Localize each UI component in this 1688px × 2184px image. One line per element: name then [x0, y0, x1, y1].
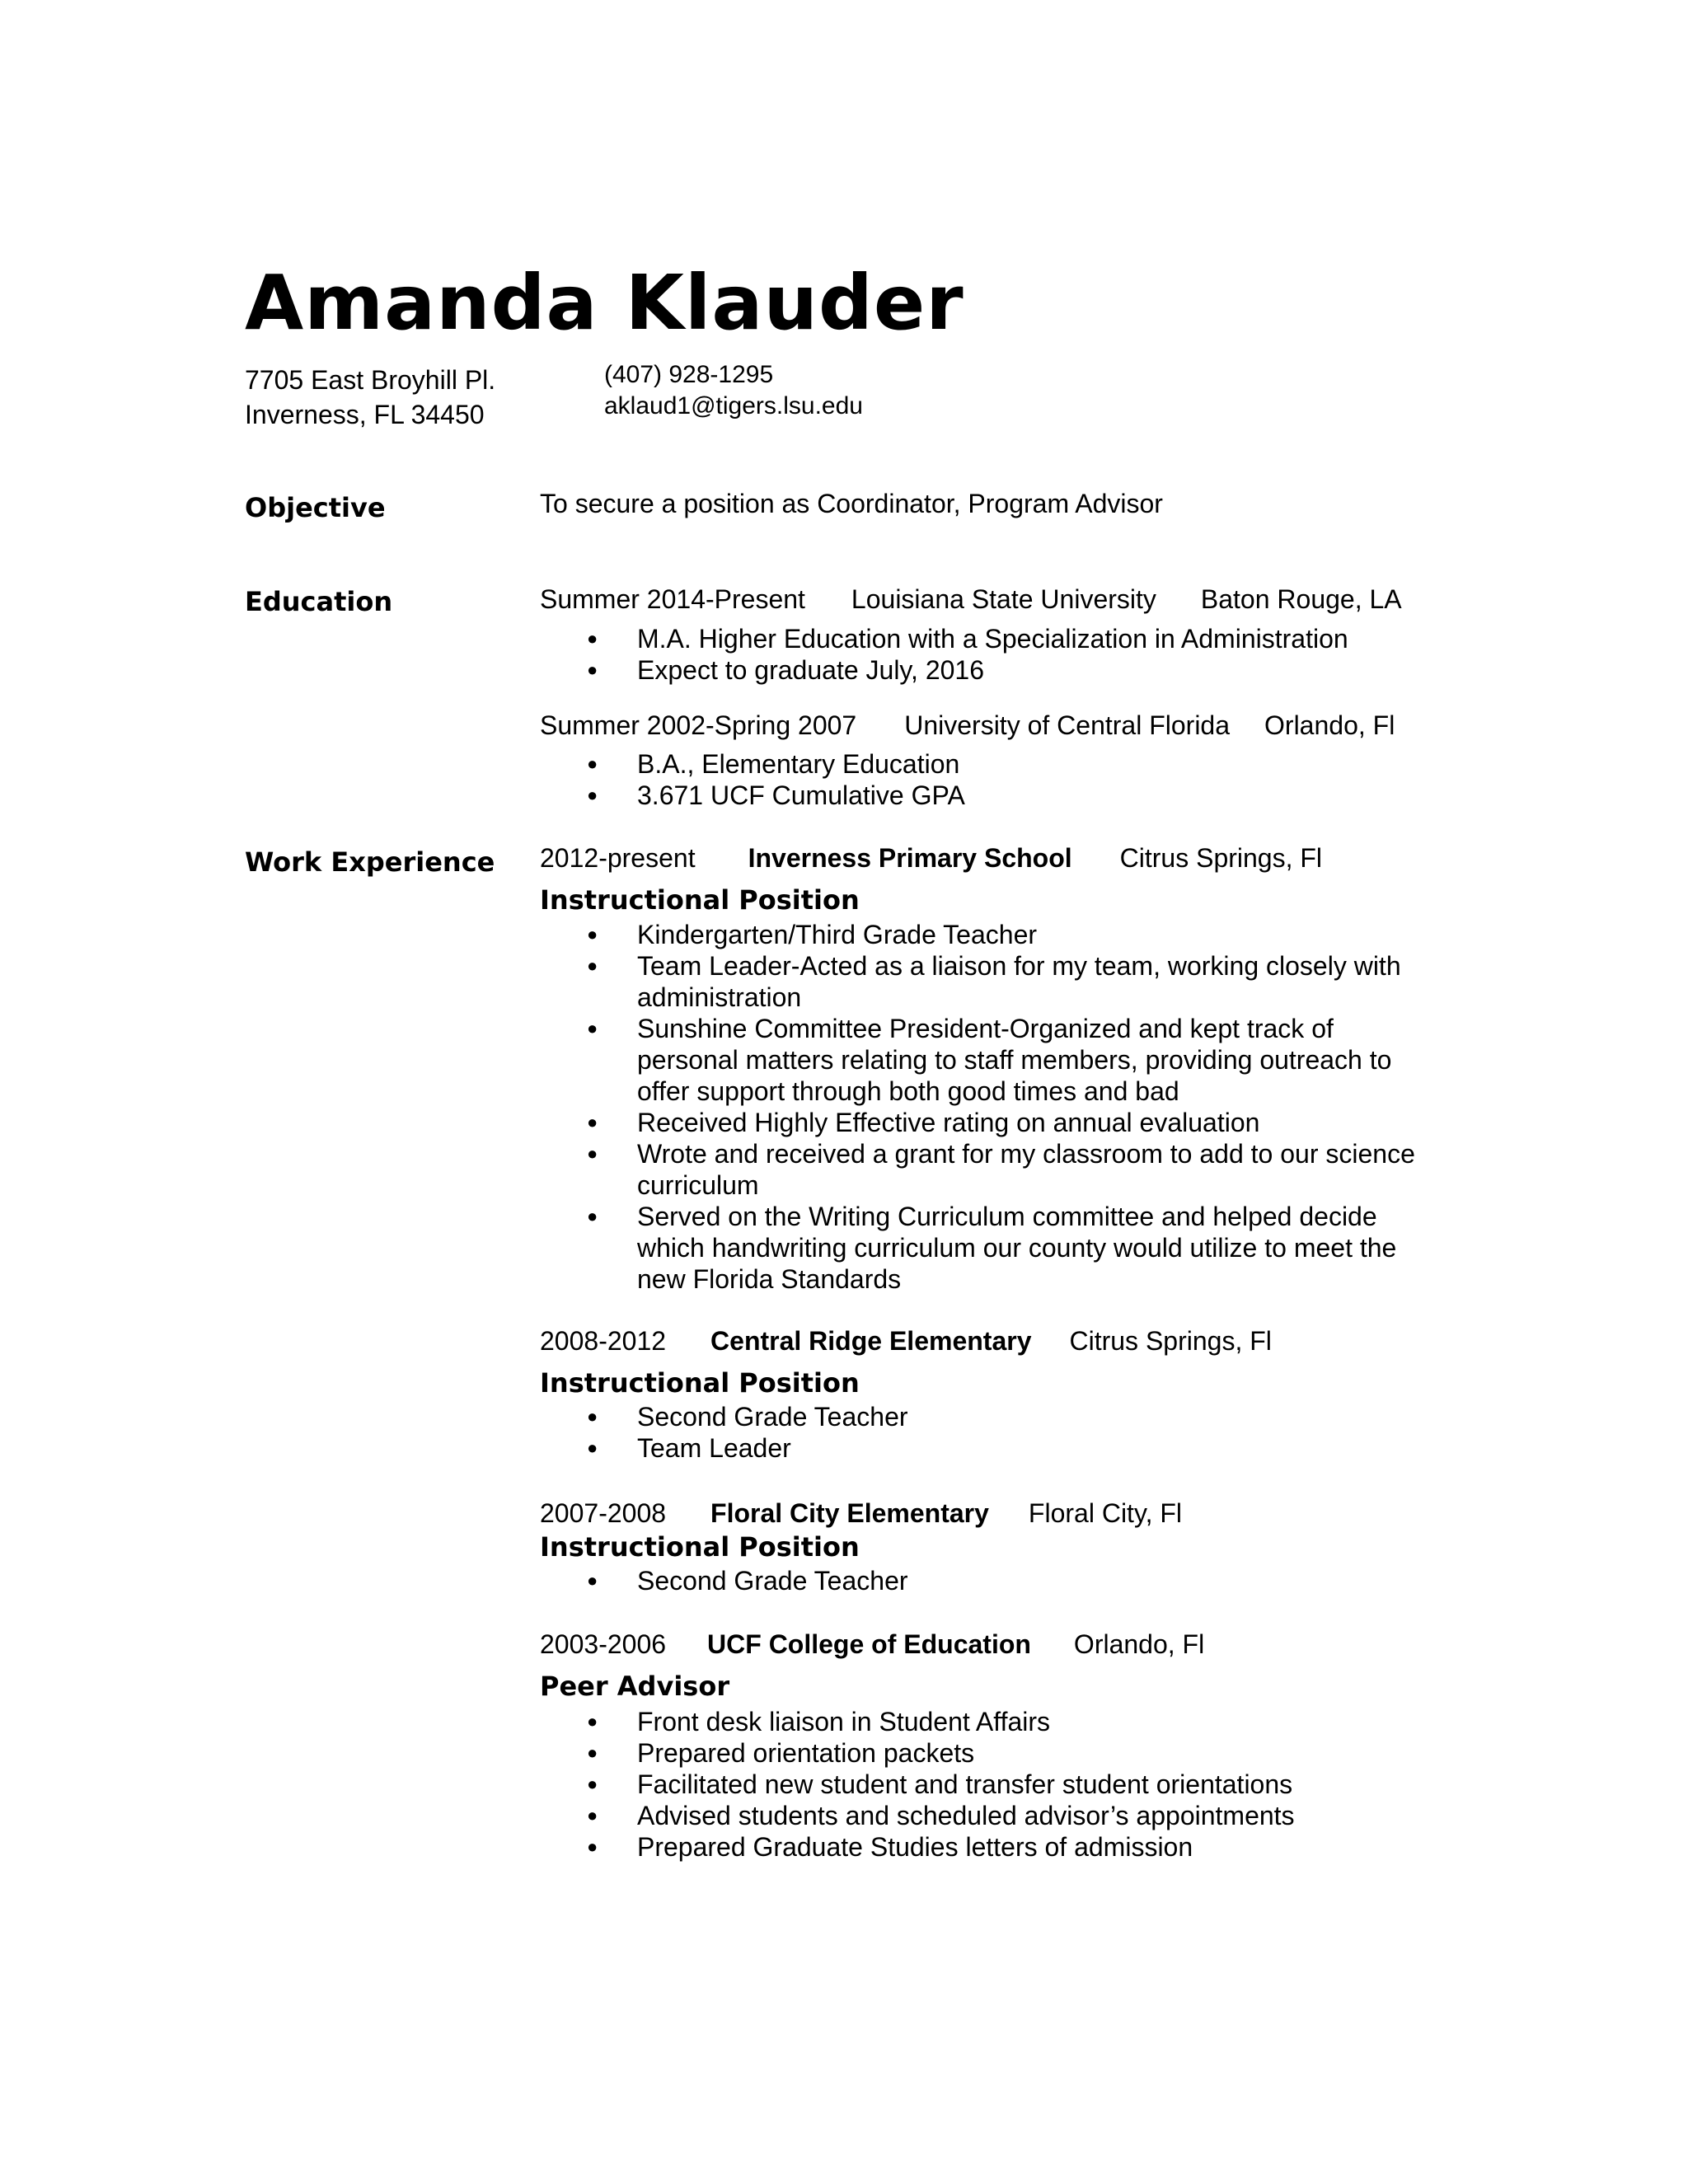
phone-number: (407) 928-1295: [604, 361, 774, 388]
job-employer: Inverness Primary School: [748, 843, 1072, 873]
job-dates: 2008-2012: [540, 1326, 667, 1356]
applicant-name: Amanda Klauder: [245, 259, 964, 347]
job-location: Citrus Springs, Fl: [1119, 843, 1323, 873]
job-employer: Floral City Elementary: [710, 1498, 989, 1528]
list-item: ● 3.671 UCF Cumulative GPA: [540, 780, 1438, 811]
job-position: Instructional Position: [540, 1531, 860, 1563]
education-details-list: [540, 623, 1438, 686]
job-location: Citrus Springs, Fl: [1069, 1326, 1272, 1356]
job-employer: Central Ridge Elementary: [710, 1326, 1032, 1356]
objective-heading: Objective: [245, 492, 386, 523]
job-header: [540, 1325, 1272, 1357]
education-entry-header: [540, 710, 1395, 741]
job-dates: 2007-2008: [540, 1498, 667, 1528]
list-item: ● Second Grade Teacher: [540, 1401, 1438, 1432]
job-dates: 2003-2006: [540, 1629, 667, 1659]
job-duties-list: [540, 1401, 1438, 1464]
address-line-1: 7705 East Broyhill Pl.: [245, 365, 496, 395]
education-location: Baton Rouge, LA: [1200, 584, 1402, 614]
job-duties-list: [540, 919, 1438, 1295]
job-header: [540, 1629, 1204, 1660]
list-item: ● Facilitated new student and transfer student orientations: [540, 1769, 1438, 1800]
objective-text: To secure a position as Coordinator, Program Advisor: [540, 489, 1163, 518]
education-entry-header: [540, 583, 1402, 615]
list-item: ● Received Highly Effective rating on annual evaluation: [540, 1107, 1438, 1138]
job-header: [540, 842, 1322, 874]
education-location: Orlando, Fl: [1264, 710, 1395, 740]
list-item: ● Prepared Graduate Studies letters of admission: [540, 1831, 1438, 1863]
list-item: ● Team Leader: [540, 1432, 1438, 1464]
education-dates: Summer 2014-Present: [540, 584, 805, 614]
work-experience-heading: Work Experience: [245, 846, 495, 878]
list-item: ● Front desk liaison in Student Affairs: [540, 1706, 1438, 1737]
job-position: Instructional Position: [540, 884, 860, 916]
address-line-2: Inverness, FL 34450: [245, 400, 485, 429]
list-item: ● Served on the Writing Curriculum committee and helped decide which handwriting curriculum our county would utilize to meet the new Florida Standards: [540, 1201, 1438, 1295]
list-item: ● M.A. Higher Education with a Specialization in Administration: [540, 623, 1438, 654]
email-address: aklaud1@tigers.lsu.edu: [604, 392, 863, 419]
list-item: ● B.A., Elementary Education: [540, 748, 1438, 780]
list-item: ● Advised students and scheduled advisor’s appointments: [540, 1800, 1438, 1831]
list-item: ● Team Leader-Acted as a liaison for my team, working closely with administration: [540, 950, 1438, 1013]
mailing-address: [245, 363, 495, 432]
job-location: Floral City, Fl: [1028, 1498, 1182, 1528]
job-dates: 2012-present: [540, 843, 696, 873]
education-school: University of Central Florida: [904, 710, 1231, 740]
education-school: Louisiana State University: [851, 584, 1156, 614]
contact-info: [604, 359, 863, 422]
job-duties-list: [540, 1706, 1438, 1863]
list-item: ● Expect to graduate July, 2016: [540, 654, 1438, 686]
education-dates: Summer 2002-Spring 2007: [540, 710, 857, 740]
education-heading: Education: [245, 586, 393, 617]
list-item: ● Kindergarten/Third Grade Teacher: [540, 919, 1438, 950]
list-item: ● Sunshine Committee President-Organized and kept track of personal matters relating to staff members, providing outreach to offer support through both good times and bad: [540, 1013, 1438, 1107]
job-header: [540, 1497, 1182, 1529]
list-item: ● Prepared orientation packets: [540, 1737, 1438, 1769]
education-details-list: [540, 748, 1438, 811]
job-position: Instructional Position: [540, 1367, 860, 1399]
list-item: ● Second Grade Teacher: [540, 1565, 1438, 1596]
job-employer: UCF College of Education: [707, 1629, 1031, 1659]
job-location: Orlando, Fl: [1073, 1629, 1205, 1659]
job-position: Peer Advisor: [540, 1671, 730, 1702]
job-duties-list: [540, 1565, 1438, 1596]
list-item: ● Wrote and received a grant for my classroom to add to our science curriculum: [540, 1138, 1438, 1201]
